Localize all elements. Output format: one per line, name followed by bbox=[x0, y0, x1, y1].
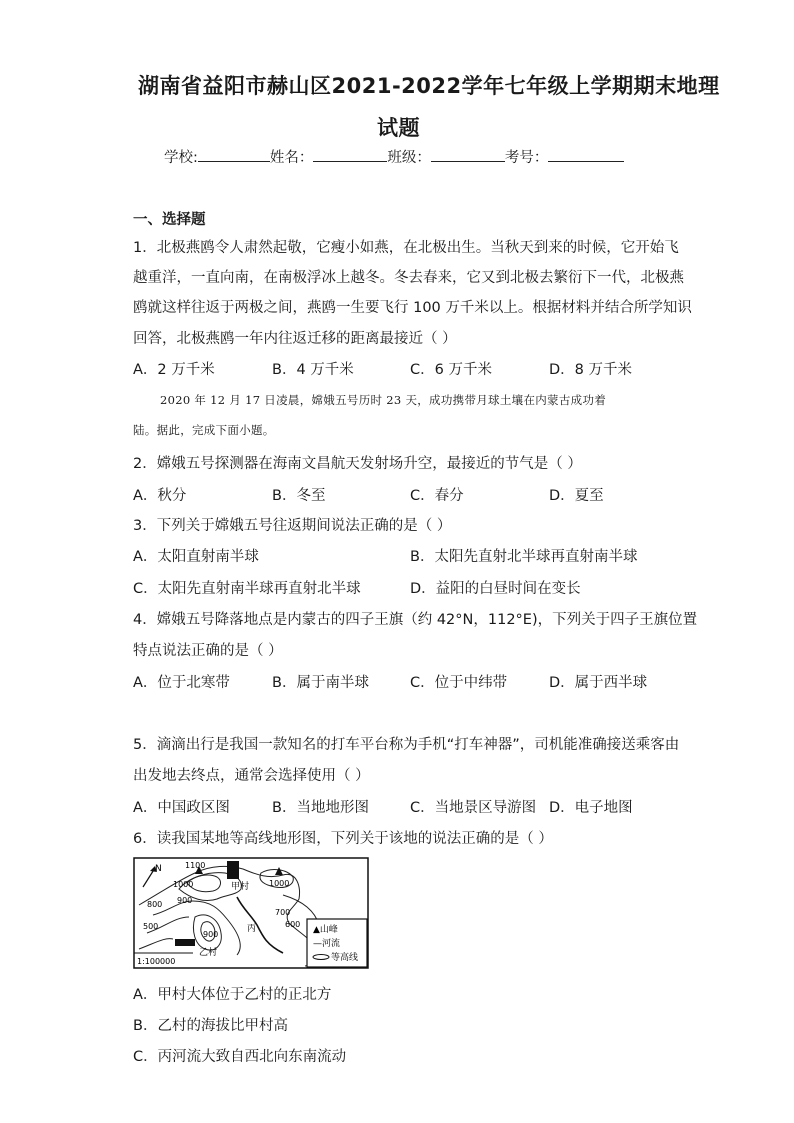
map-scale: 1:100000 bbox=[137, 957, 176, 966]
q5-option-a[interactable]: A．中国政区图 bbox=[133, 800, 230, 816]
school-label: 学校: bbox=[164, 150, 198, 166]
doc-title-line1: 湖南省益阳市赫山区2021-2022学年七年级上学期期末地理 bbox=[138, 74, 720, 98]
name-blank[interactable] bbox=[313, 147, 387, 162]
contour-label: 1100 bbox=[185, 861, 206, 870]
q1-line: 越重洋，一直向南，在南极浮冰上越冬。冬去春来，它又到北极去繁衍下一代，北极燕 bbox=[133, 270, 684, 286]
q3-option-b[interactable]: B．太阳先直射北半球再直射南半球 bbox=[410, 549, 638, 565]
q6-option-a[interactable]: A．甲村大体位于乙村的正北方 bbox=[133, 987, 332, 1003]
q1-line: 回答，北极燕鸥一年内往返迁移的距离最接近（ ） bbox=[133, 331, 457, 347]
exam-no-blank[interactable] bbox=[548, 147, 624, 162]
contour-label: 900 bbox=[203, 930, 219, 939]
legend-peak: ▲山峰 bbox=[313, 925, 338, 935]
q5-line: 出发地去终点，通常会选择使用（ ） bbox=[133, 768, 370, 784]
contour-label: 1000 bbox=[269, 879, 290, 888]
q1-option-d[interactable]: D．8 万千米 bbox=[549, 362, 632, 378]
village-bing-label: 丙 bbox=[247, 924, 257, 934]
contour-label: 900 bbox=[177, 896, 193, 905]
village-jia-label: 甲村 bbox=[231, 882, 250, 892]
student-info-line bbox=[164, 146, 624, 167]
doc-title-line2: 试题 bbox=[377, 116, 420, 140]
contour-label: 500 bbox=[143, 922, 159, 931]
q5-option-d[interactable]: D．电子地图 bbox=[549, 800, 633, 816]
q4-line: 特点说法正确的是（ ） bbox=[133, 643, 283, 659]
q3-option-c[interactable]: C．太阳先直射南半球再直射北半球 bbox=[133, 581, 361, 597]
contour-label: 700 bbox=[275, 908, 291, 917]
q1-line: 1．北极燕鸥令人肃然起敬，它瘦小如燕，在北极出生。当秋天到来的时候，它开始飞 bbox=[133, 240, 679, 256]
q5-line: 5．滴滴出行是我国一款知名的打车平台称为手机“打车神器”，司机能准确接送乘客由 bbox=[133, 737, 680, 753]
q3-option-a[interactable]: A．太阳直射南半球 bbox=[133, 549, 259, 565]
q4-option-b[interactable]: B．属于南半球 bbox=[272, 675, 369, 691]
north-label: N bbox=[155, 864, 162, 874]
village-yi-label: 乙村 bbox=[199, 948, 218, 958]
q5-option-c[interactable]: C．当地景区导游图 bbox=[410, 800, 537, 816]
q5-option-b[interactable]: B．当地地形图 bbox=[272, 800, 369, 816]
q4-option-d[interactable]: D．属于西半球 bbox=[549, 675, 648, 691]
q4-option-a[interactable]: A．位于北寒带 bbox=[133, 675, 230, 691]
q6-option-c[interactable]: C．丙河流大致自西北向东南流动 bbox=[133, 1049, 347, 1065]
material-line: 陆。据此，完成下面小题。 bbox=[133, 423, 275, 437]
name-label: 姓名： bbox=[269, 150, 314, 166]
q3-stem: 3．下列关于嫦娥五号往返期间说法正确的是（ ） bbox=[133, 518, 452, 534]
contour-label: 1000 bbox=[173, 880, 194, 889]
material-line: 2020 年 12 月 17 日凌晨，嫦娥五号历时 23 天，成功携带月球土壤在内蒙古成功着 bbox=[160, 393, 607, 407]
q6-stem: 6．读我国某地等高线地形图，下列关于该地的说法正确的是（ ） bbox=[133, 831, 553, 847]
q3-option-d[interactable]: D．益阳的白昼时间在变长 bbox=[410, 581, 581, 597]
village-jia-marker bbox=[227, 861, 239, 879]
legend-contour: 等高线 bbox=[331, 953, 359, 963]
q1-option-c[interactable]: C．6 万千米 bbox=[410, 362, 492, 378]
q1-line: 鸥就这样往返于两极之间，燕鸥一生要飞行 100 万千米以上。根据材料并结合所学知识 bbox=[133, 300, 692, 316]
q4-line: 4．嫦娥五号降落地点是内蒙古的四子王旗（约 42°N，112°E)，下列关于四子王旗位置 bbox=[133, 612, 698, 628]
class-label: 班级： bbox=[387, 150, 431, 166]
q1-option-a[interactable]: A．2 万千米 bbox=[133, 362, 215, 378]
q6-option-b[interactable]: B．乙村的海拔比甲村高 bbox=[133, 1018, 288, 1034]
q2-option-b[interactable]: B．冬至 bbox=[272, 488, 326, 504]
q2-option-a[interactable]: A．秋分 bbox=[133, 488, 187, 504]
school-blank[interactable] bbox=[198, 147, 270, 162]
class-blank[interactable] bbox=[431, 147, 505, 162]
contour-map bbox=[133, 857, 369, 969]
q2-stem: 2．嫦娥五号探测器在海南文昌航天发射场升空，最接近的节气是（ ） bbox=[133, 456, 582, 472]
contour-label: 800 bbox=[147, 900, 163, 909]
legend-river: —河流 bbox=[313, 939, 341, 949]
q2-option-c[interactable]: C．春分 bbox=[410, 488, 464, 504]
q2-option-d[interactable]: D．夏至 bbox=[549, 488, 604, 504]
q4-option-c[interactable]: C．位于中纬带 bbox=[410, 675, 508, 691]
q1-option-b[interactable]: B．4 万千米 bbox=[272, 362, 354, 378]
section-heading: 一、选择题 bbox=[133, 212, 206, 228]
village-yi-marker bbox=[175, 939, 195, 946]
contour-label: 600 bbox=[285, 920, 301, 929]
exam-no-label: 考号： bbox=[504, 150, 549, 166]
